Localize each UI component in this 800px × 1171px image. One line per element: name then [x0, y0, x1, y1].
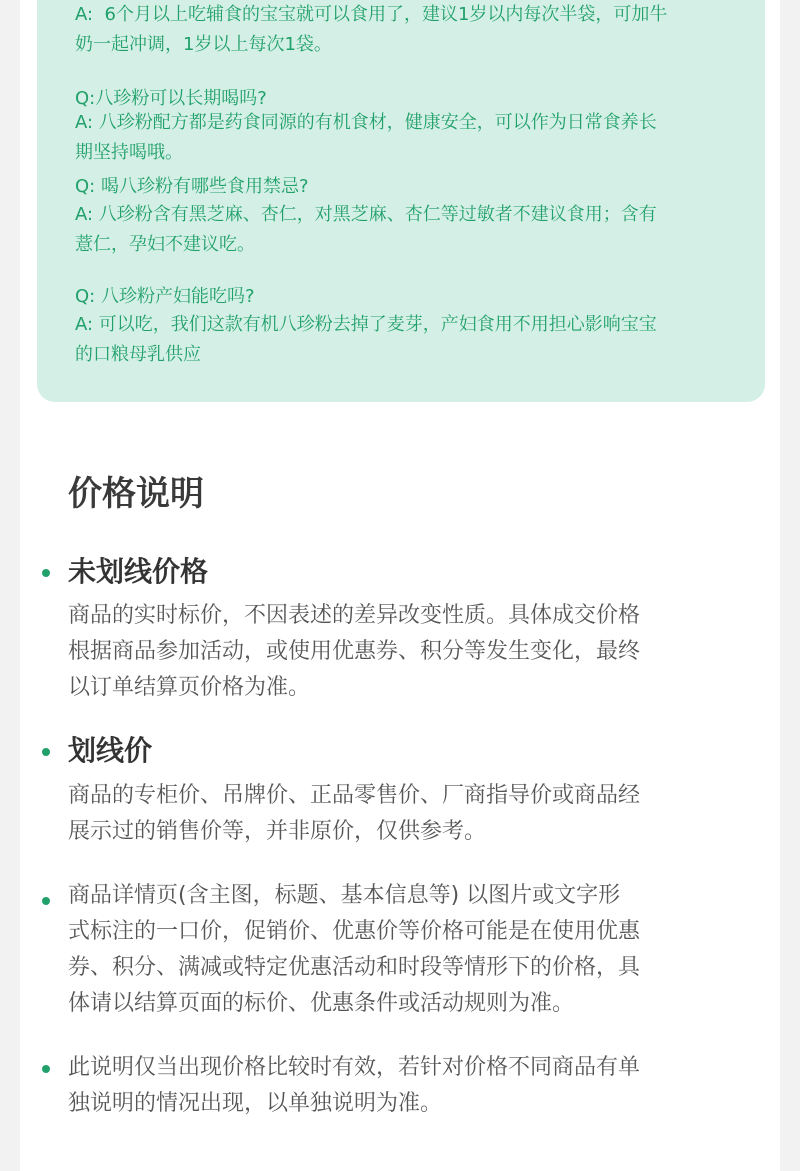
- lined-price-heading: 划线价: [68, 734, 153, 767]
- unlined-price-text: 商品的实时标价，不因表述的差异改变性质。具体成交价格 根据商品参加活动，或使用优惠券、积分等发生变化，最终 以订单结算页价格为准。: [68, 603, 641, 700]
- faq-answer-3: A: 八珍粉含有黑芝麻、杏仁，对黑芝麻、杏仁等过敏者不建议食用；含有 薏仁，孕妇不建议吃。: [75, 204, 657, 255]
- faq-question-4: Q: 八珍粉产妇能吃吗?: [75, 286, 255, 307]
- detail-page-price-note: 商品详情页(含主图，标题、基本信息等) 以图片或文字形 式标注的一口价，促销价、优惠价等价格可能是在使用优惠 券、积分、满减或特定优惠活动和时段等情形下的价格，具 体请以结算页面的标价、优惠条件或活动规则为准。: [68, 883, 641, 1016]
- bullet-dot: [42, 1065, 50, 1073]
- faq-box: [37, 0, 765, 402]
- price-notes-title: 价格说明: [68, 474, 204, 514]
- lined-price-text: 商品的专柜价、吊牌价、正品零售价、厂商指导价或商品经 展示过的销售价等，并非原价，仅供参考。: [68, 783, 641, 844]
- faq-answer-2: A: 八珍粉配方都是药食同源的有机食材，健康安全，可以作为日常食养长 期坚持喝哦。: [75, 112, 657, 163]
- bullet-dot: [42, 569, 50, 577]
- unlined-price-heading: 未划线价格: [68, 555, 209, 588]
- comparison-validity-note: 此说明仅当出现价格比较时有效，若针对价格不同商品有单 独说明的情况出现，以单独说明为准。: [68, 1055, 641, 1116]
- bullet-dot: [42, 748, 50, 756]
- faq-answer-4: A: 可以吃，我们这款有机八珍粉去掉了麦芽，产妇食用不用担心影响宝宝 的口粮母乳供应: [75, 314, 657, 365]
- faq-question-3: Q: 喝八珍粉有哪些食用禁忌?: [75, 176, 309, 197]
- faq-answer-1: A: 6个月以上吃辅食的宝宝就可以食用了，建议1岁以内每次半袋，可加牛 奶一起冲调，1岁以上每次1袋。: [75, 4, 668, 55]
- faq-question-2: Q:八珍粉可以长期喝吗?: [75, 88, 267, 109]
- bullet-dot: [42, 897, 50, 905]
